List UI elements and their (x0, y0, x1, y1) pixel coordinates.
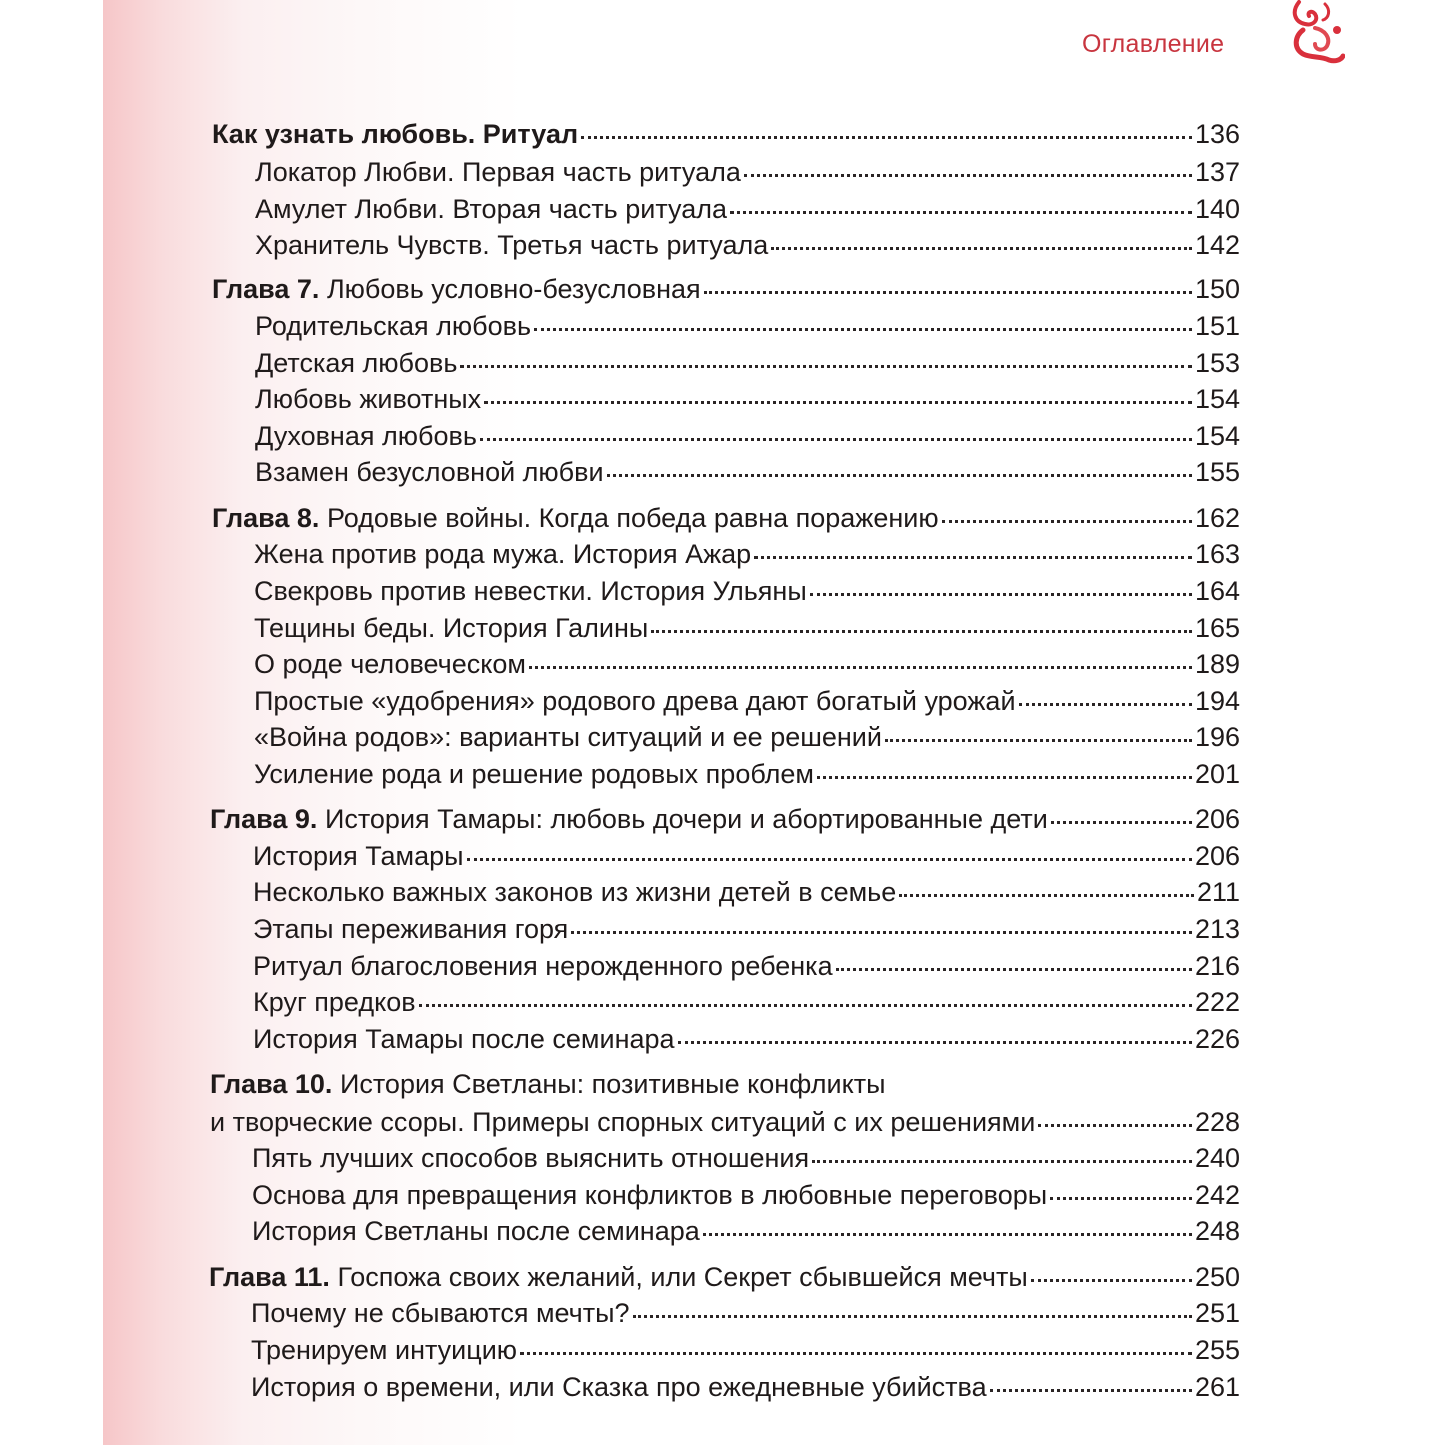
toc-subentry-label: Почему не сбываются мечты? (251, 1298, 630, 1328)
toc-subentry-label: История о времени, или Сказка про ежедневные убийства (251, 1372, 987, 1402)
toc-subentry[interactable] (255, 156, 1240, 188)
toc-page-number: 155 (1194, 457, 1240, 487)
toc-subentry-label: Жена против рода мужа. История Ажар (254, 539, 752, 569)
toc-page-number: 250 (1194, 1262, 1240, 1292)
toc-subentry[interactable] (251, 1371, 1240, 1403)
toc-subentry-label: Усиление рода и решение родовых проблем (254, 759, 814, 789)
chapter-number: Глава 8. (212, 503, 320, 533)
dot-leader (1019, 703, 1192, 706)
toc-page-number: 140 (1194, 194, 1240, 224)
dot-leader (484, 401, 1192, 404)
toc-page-number: 211 (1196, 877, 1240, 907)
page-title: Оглавление (1082, 30, 1225, 58)
toc-subentry[interactable] (253, 1023, 1240, 1055)
toc-subentry-label: «Война родов»: варианты ситуаций и ее решений (254, 722, 882, 752)
toc-page-number: 142 (1194, 230, 1240, 260)
dot-leader (942, 520, 1192, 523)
dot-leader (607, 474, 1192, 477)
toc-subentry[interactable] (253, 950, 1240, 982)
dot-leader (581, 136, 1192, 139)
dot-leader (633, 1315, 1192, 1318)
dot-leader (480, 438, 1192, 441)
toc-subentry-label: История Тамары после семинара (253, 1024, 675, 1054)
toc-page-number: 163 (1194, 539, 1240, 569)
toc-page-number: 213 (1194, 914, 1240, 944)
toc-page-number: 153 (1194, 348, 1240, 378)
toc-subentry-label: Несколько важных законов из жизни детей в семье (253, 877, 897, 907)
dot-leader (836, 968, 1192, 971)
toc-page-number: 251 (1194, 1298, 1240, 1328)
dot-leader (460, 365, 1192, 368)
toc-entry-chapter-11[interactable] (209, 1261, 1240, 1293)
toc-subentry-label: Детская любовь (255, 348, 458, 378)
dot-leader (651, 630, 1192, 633)
dot-leader (1031, 1279, 1192, 1282)
toc-subentry-label: Пять лучших способов выяснить отношения (252, 1143, 810, 1173)
toc-entry-title: Как узнать любовь. Ритуал (212, 119, 579, 149)
dot-leader (520, 1352, 1192, 1355)
toc-page-number: 194 (1194, 686, 1240, 716)
chapter-title: История Тамары: любовь дочери и абортированные дети (324, 804, 1048, 834)
toc-page-number: 150 (1194, 274, 1240, 304)
dot-leader (812, 1160, 1192, 1163)
toc-entry-chapter-7[interactable] (212, 273, 1240, 305)
toc-page-number: 154 (1194, 384, 1240, 414)
chapter-title: История Светланы: позитивные конфликты (339, 1069, 886, 1099)
toc-subentry-label: Тещины беды. История Галины (254, 613, 649, 643)
dot-leader (1050, 1197, 1192, 1200)
toc-subentry-label: Локатор Любви. Первая часть ритуала (255, 157, 741, 187)
toc-page-number: 216 (1194, 951, 1240, 981)
toc-subentry[interactable] (255, 420, 1240, 452)
toc-subentry[interactable] (254, 538, 1240, 570)
toc-subentry[interactable] (254, 758, 1240, 790)
toc-subentry-label: Свекровь против невестки. История Ульяны (254, 576, 807, 606)
chapter-title: Любовь условно-безусловная (326, 274, 701, 304)
dot-leader (529, 666, 1192, 669)
chapter-title: Родовые войны. Когда победа равна поражению (326, 503, 939, 533)
toc-page-number: 162 (1194, 503, 1240, 533)
toc-entry-chapter-10-line2[interactable] (210, 1106, 1240, 1138)
toc-subentry[interactable] (255, 310, 1240, 342)
toc-subentry-label: Тренируем интуицию (251, 1335, 518, 1365)
dot-leader (534, 328, 1192, 331)
toc-page-number: 196 (1194, 722, 1240, 752)
toc-subentry-label: Родительская любовь (255, 311, 532, 341)
toc-entry-chapter-9[interactable] (210, 803, 1240, 835)
toc-subentry[interactable] (254, 685, 1240, 717)
dot-leader (571, 931, 1192, 934)
chapter-number: Глава 11. (209, 1262, 330, 1292)
toc-page-number: 151 (1194, 311, 1240, 341)
toc-page-number: 255 (1194, 1335, 1240, 1365)
toc-subentry-label: Амулет Любви. Вторая часть ритуала (255, 194, 727, 224)
toc-subentry-label: Круг предков (253, 987, 416, 1017)
toc-subentry[interactable] (254, 612, 1240, 644)
toc-subentry-label: Любовь животных (255, 384, 482, 414)
toc-subentry-label: Ритуал благословения нерожденного ребенка (253, 951, 833, 981)
toc-page-number: 206 (1194, 804, 1240, 834)
dot-leader (817, 776, 1192, 779)
toc-subentry[interactable] (255, 193, 1240, 225)
toc-subentry[interactable] (253, 840, 1240, 872)
toc-page-number: 154 (1194, 421, 1240, 451)
dot-leader (730, 211, 1192, 214)
toc-subentry-label: История Светланы после семинара (252, 1216, 700, 1246)
chapter-number: Глава 10. (210, 1069, 333, 1099)
dot-leader (771, 247, 1192, 250)
dot-leader (990, 1389, 1192, 1392)
toc-subentry-label: О роде человеческом (254, 649, 526, 679)
toc-subentry-label: Духовная любовь (255, 421, 477, 451)
toc-entry-chapter-10-line1[interactable] (210, 1068, 886, 1100)
toc-page-number: 240 (1194, 1143, 1240, 1173)
toc-subentry[interactable] (253, 986, 1240, 1018)
toc-page-number: 164 (1194, 576, 1240, 606)
chapter-number: Глава 7. (212, 274, 320, 304)
toc-page-number: 165 (1194, 613, 1240, 643)
toc-page-number: 201 (1194, 759, 1240, 789)
toc-subentry-label: Хранитель Чувств. Третья часть ритуала (255, 230, 769, 260)
dot-leader (899, 894, 1194, 897)
toc-subentry-label: История Тамары (253, 841, 464, 871)
dot-leader (744, 174, 1192, 177)
toc-subentry[interactable] (255, 347, 1240, 379)
toc-page-number: 261 (1194, 1372, 1240, 1402)
toc-subentry[interactable] (252, 1215, 1240, 1247)
toc-page-number: 137 (1194, 157, 1240, 187)
toc-subentry[interactable] (254, 575, 1240, 607)
toc-page-number: 226 (1194, 1024, 1240, 1054)
chapter-title: Госпожа своих желаний, или Секрет сбывшейся мечты (337, 1262, 1028, 1292)
toc-subentry[interactable] (255, 456, 1240, 488)
dot-leader (1051, 821, 1192, 824)
toc-subentry[interactable] (255, 229, 1240, 261)
toc-subentry[interactable] (253, 876, 1240, 908)
toc-subentry[interactable] (254, 721, 1240, 753)
toc-entry-chapter-8[interactable] (212, 502, 1240, 534)
dot-leader (885, 739, 1192, 742)
toc-page-number: 136 (1194, 119, 1240, 149)
dot-leader (754, 556, 1192, 559)
toc-subentry-label: Взамен безусловной любви (255, 457, 604, 487)
dot-leader (467, 858, 1192, 861)
dot-leader (703, 1233, 1192, 1236)
toc-entry-ritual[interactable] (212, 118, 1240, 150)
toc-subentry-label: Основа для превращения конфликтов в любовные переговоры (252, 1180, 1048, 1210)
toc-page-number: 222 (1194, 987, 1240, 1017)
chapter-number: Глава 9. (210, 804, 318, 834)
toc-subentry-label: Этапы переживания горя (253, 914, 569, 944)
toc-subentry[interactable] (255, 383, 1240, 415)
toc-subentry[interactable] (254, 648, 1240, 680)
toc-page-number: 206 (1194, 841, 1240, 871)
chapter-title-continued: и творческие ссоры. Примеры спорных ситуаций с их решениями (210, 1107, 1036, 1137)
dot-leader (419, 1004, 1192, 1007)
toc-subentry[interactable] (253, 913, 1240, 945)
toc-subentry[interactable] (252, 1142, 1240, 1174)
toc-page-number: 248 (1194, 1216, 1240, 1246)
toc-subentry[interactable] (251, 1334, 1240, 1366)
toc-subentry[interactable] (252, 1179, 1240, 1211)
dot-leader (704, 291, 1192, 294)
toc-page-number: 228 (1194, 1107, 1240, 1137)
toc-page-number: 189 (1194, 649, 1240, 679)
dot-leader (1038, 1124, 1192, 1127)
toc-page-number: 242 (1194, 1180, 1240, 1210)
dot-leader (678, 1041, 1192, 1044)
dot-leader (810, 593, 1192, 596)
toc-subentry-label: Простые «удобрения» родового древа дают богатый урожай (254, 686, 1016, 716)
toc-subentry[interactable] (251, 1297, 1240, 1329)
